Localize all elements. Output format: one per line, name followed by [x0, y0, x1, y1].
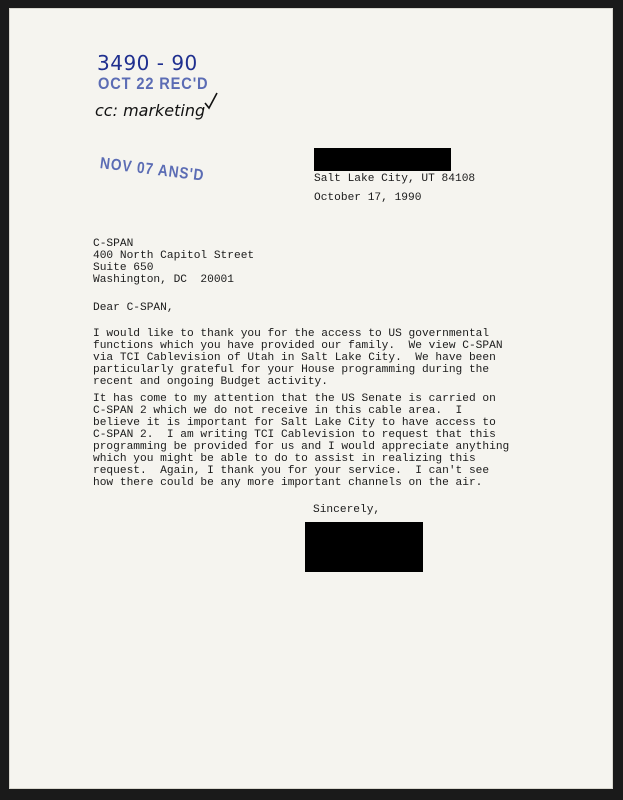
body-line: request. Again, I thank you for your service. I can't see: [93, 465, 490, 477]
recipient-line: C-SPAN: [93, 238, 134, 250]
recipient-address: [93, 238, 254, 286]
body-line: via TCI Cablevision of Utah in Salt Lake City. We have been: [93, 352, 496, 364]
received-stamp: OCT 22 REC'D: [98, 74, 209, 93]
checkmark-icon: [204, 92, 218, 110]
body-line: which you might be able to do to assist in realizing this: [93, 453, 476, 465]
body-line: C-SPAN 2. I am writing TCI Cablevision to request that this: [93, 429, 496, 441]
body-line: recent and ongoing Budget activity.: [93, 376, 328, 388]
redacted-signature: [305, 522, 423, 572]
body-paragraph-2: [93, 393, 509, 489]
body-line: It has come to my attention that the US Senate is carried on: [93, 393, 496, 405]
recipient-line: Suite 650: [93, 262, 154, 274]
body-line: functions which you have provided our family. We view C-SPAN: [93, 340, 503, 352]
salutation: Dear C-SPAN,: [93, 302, 174, 314]
letter-page: [9, 8, 613, 789]
closing: Sincerely,: [313, 504, 381, 516]
body-line: programming be provided for us and I would appreciate anything: [93, 441, 510, 453]
body-paragraph-1: [93, 328, 503, 388]
body-line: believe it is important for Salt Lake City to have access to: [93, 417, 496, 429]
recipient-line: Washington, DC 20001: [93, 274, 234, 286]
redacted-sender-name: [314, 148, 451, 171]
body-line: C-SPAN 2 which we do not receive in this cable area. I: [93, 405, 463, 417]
handwritten-file-number: 3490 - 90: [97, 51, 198, 75]
body-line: how there could be any more important channels on the air.: [93, 477, 483, 489]
answered-stamp: NOV 07 ANS'D: [99, 155, 206, 185]
handwritten-cc-note: cc: marketing: [95, 101, 206, 120]
sender-city-line: Salt Lake City, UT 84108: [314, 173, 476, 185]
letter-date: October 17, 1990: [314, 192, 422, 204]
recipient-line: 400 North Capitol Street: [93, 250, 255, 262]
body-line: I would like to thank you for the access to US governmental: [93, 328, 490, 340]
body-line: particularly grateful for your House programming during the: [93, 364, 490, 376]
